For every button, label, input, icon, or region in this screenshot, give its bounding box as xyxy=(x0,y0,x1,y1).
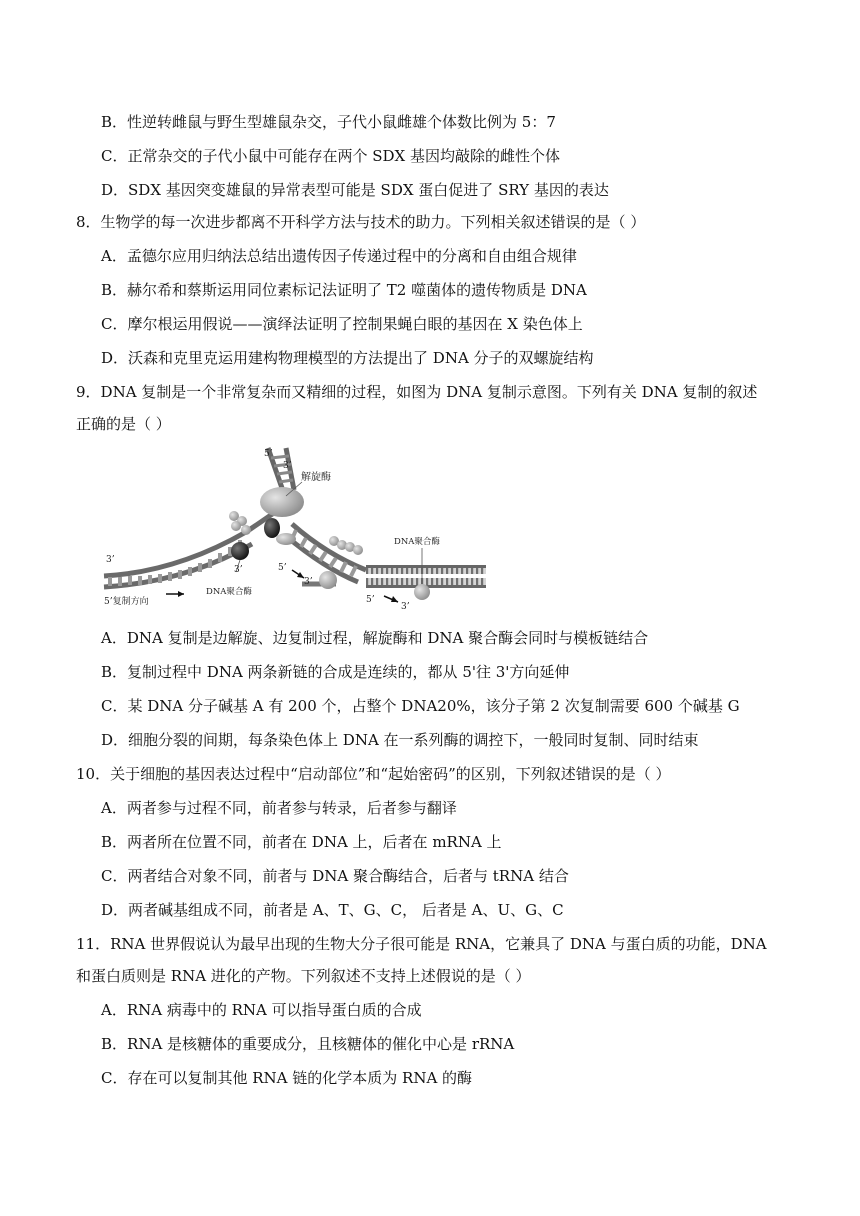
primase-icon xyxy=(264,518,280,538)
label-5-bottom: 5’ xyxy=(366,595,375,605)
q8-option-d: D．沃森和克里克运用建构物理模型的方法提出了 DNA 分子的双螺旋结构 xyxy=(101,349,594,367)
dna-polymerase-left-icon xyxy=(231,542,249,560)
label-5-mid: 5’ xyxy=(278,563,287,573)
dna-replication-figure xyxy=(96,444,496,616)
q10-stem: 10．关于细胞的基因表达过程中“启动部位”和“起始密码”的区别，下列叙述错误的是（ ） xyxy=(76,765,671,783)
q11-stem-line1: 11．RNA 世界假说认为最早出现的生物大分子很可能是 RNA，它兼具了 DNA 与蛋白质的功能，DNA xyxy=(76,935,767,953)
q10-option-b: B．两者所在位置不同，前者在 DNA 上，后者在 mRNA 上 xyxy=(101,833,502,851)
polymerase-label-left: DNA聚合酶 xyxy=(206,587,252,597)
q9-stem-line1: 9．DNA 复制是一个非常复杂而又精细的过程，如图为 DNA 复制示意图。下列有关 DNA 复制的叙述 xyxy=(76,383,758,401)
q10-option-d: D．两者碱基组成不同，前者是 A、T、G、C， 后者是 A、U、G、C xyxy=(101,901,564,919)
q9-option-a: A．DNA 复制是边解旋、边复制过程，解旋酶和 DNA 聚合酶会同时与模板链结合 xyxy=(101,629,649,647)
clamp-icon xyxy=(276,533,296,545)
q8-option-a: A．孟德尔应用归纳法总结出遗传因子传递过程中的分离和自由组合规律 xyxy=(101,247,577,265)
label-3-left: 3’ xyxy=(106,555,115,565)
label-5-top: 5’ xyxy=(264,449,273,459)
q9-stem-line2: 正确的是（ ） xyxy=(76,415,171,433)
q7-option-c: C．正常杂交的子代小鼠中可能存在两个 SDX 基因均敲除的雌性个体 xyxy=(101,147,560,165)
q11-option-c: C．存在可以复制其他 RNA 链的化学本质为 RNA 的酶 xyxy=(101,1069,473,1087)
helicase-label: 解旋酶 xyxy=(301,472,331,483)
q7-option-d: D．SDX 基因突变雄鼠的异常表型可能是 SDX 蛋白促进了 SRY 基因的表达 xyxy=(101,181,609,199)
q11-option-b: B．RNA 是核糖体的重要成分，且核糖体的催化中心是 rRNA xyxy=(101,1035,515,1053)
helicase-icon xyxy=(260,487,304,517)
label-3-bottom: 3’ xyxy=(401,602,410,612)
q9-option-c: C．某 DNA 分子碱基 A 有 200 个，占整个 DNA20%，该分子第 2 次复制需要 600 个碱基 G xyxy=(101,697,740,715)
direction-label: 5’复制方向 xyxy=(104,597,149,607)
ssb-protein-cluster-left xyxy=(229,511,251,535)
q11-stem-line2: 和蛋白质则是 RNA 进化的产物。下列叙述不支持上述假说的是（ ） xyxy=(76,967,531,985)
polymerase-label-right: DNA聚合酶 xyxy=(394,537,440,547)
q9-option-d: D．细胞分裂的间期，每条染色体上 DNA 在一系列酶的调控下，一般同时复制、同时结束 xyxy=(101,731,699,749)
label-3-mid: 3’ xyxy=(234,565,243,575)
dna-polymerase-mid-icon xyxy=(319,571,337,589)
q7-option-b: B．性逆转雌鼠与野生型雄鼠杂交，子代小鼠雌雄个体数比例为 5：7 xyxy=(101,113,556,131)
q9-option-b: B．复制过程中 DNA 两条新链的合成是连续的，都从 5'往 3'方向延伸 xyxy=(101,663,570,681)
q11-option-a: A．RNA 病毒中的 RNA 可以指导蛋白质的合成 xyxy=(101,1001,422,1019)
label-3-mid2: 3’ xyxy=(304,577,313,587)
q8-stem: 8．生物学的每一次进步都离不开科学方法与技术的助力。下列相关叙述错误的是（ ） xyxy=(76,213,646,231)
dna-polymerase-right-icon xyxy=(414,584,430,600)
q8-option-c: C．摩尔根运用假说——演绎法证明了控制果蝇白眼的基因在 X 染色体上 xyxy=(101,315,583,333)
q10-option-a: A．两者参与过程不同，前者参与转录，后者参与翻译 xyxy=(101,799,457,817)
q10-option-c: C．两者结合对象不同，前者与 DNA 聚合酶结合，后者与 tRNA 结合 xyxy=(101,867,569,885)
leading-strand-left xyxy=(104,510,278,587)
q8-option-b: B．赫尔希和蔡斯运用同位素标记法证明了 T2 噬菌体的遗传物质是 DNA xyxy=(101,281,587,299)
lagging-strand-right xyxy=(286,524,486,588)
label-3-top: 3’ xyxy=(283,461,292,471)
